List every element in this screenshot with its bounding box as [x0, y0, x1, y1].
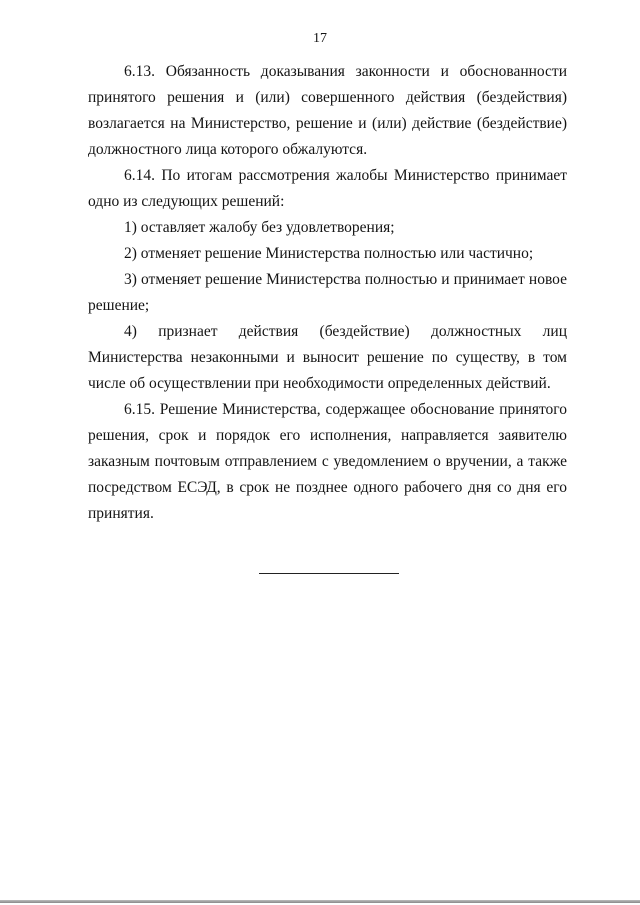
- document-body: [88, 59, 567, 527]
- paragraph-6-15: 6.15. Решение Министерства, содержащее обоснование принятого решения, срок и порядок его исполнения, направляется заявителю заказным почтовым отправлением с уведомлением о вручении, а также посредством ЕСЭД, в срок не позднее одного рабочего дня со дня его принятия.: [88, 401, 567, 522]
- scan-bottom-edge: [0, 900, 640, 903]
- list-item-3: 3) отменяет решение Министерства полностью и принимает новое решение;: [88, 271, 567, 314]
- list-item-2: 2) отменяет решение Министерства полностью или частично;: [124, 245, 534, 262]
- page-number: 17: [313, 31, 327, 46]
- end-separator-line: [259, 573, 399, 574]
- paragraph-6-14: 6.14. По итогам рассмотрения жалобы Министерство принимает одно из следующих решений:: [88, 167, 567, 210]
- list-item-1: 1) оставляет жалобу без удовлетворения;: [124, 219, 395, 236]
- list-item-4: 4) признает действия (бездействие) должностных лиц Министерства незаконными и выносит решение по существу, в том числе об осуществлении при необходимости определенных действий.: [88, 323, 567, 392]
- paragraph-6-13: 6.13. Обязанность доказывания законности и обоснованности принятого решения и (или) совершенного действия (бездействия) возлагается на Министерство, решение и (или) действие (бездействие) должностного лица которого обжалуются.: [88, 63, 567, 158]
